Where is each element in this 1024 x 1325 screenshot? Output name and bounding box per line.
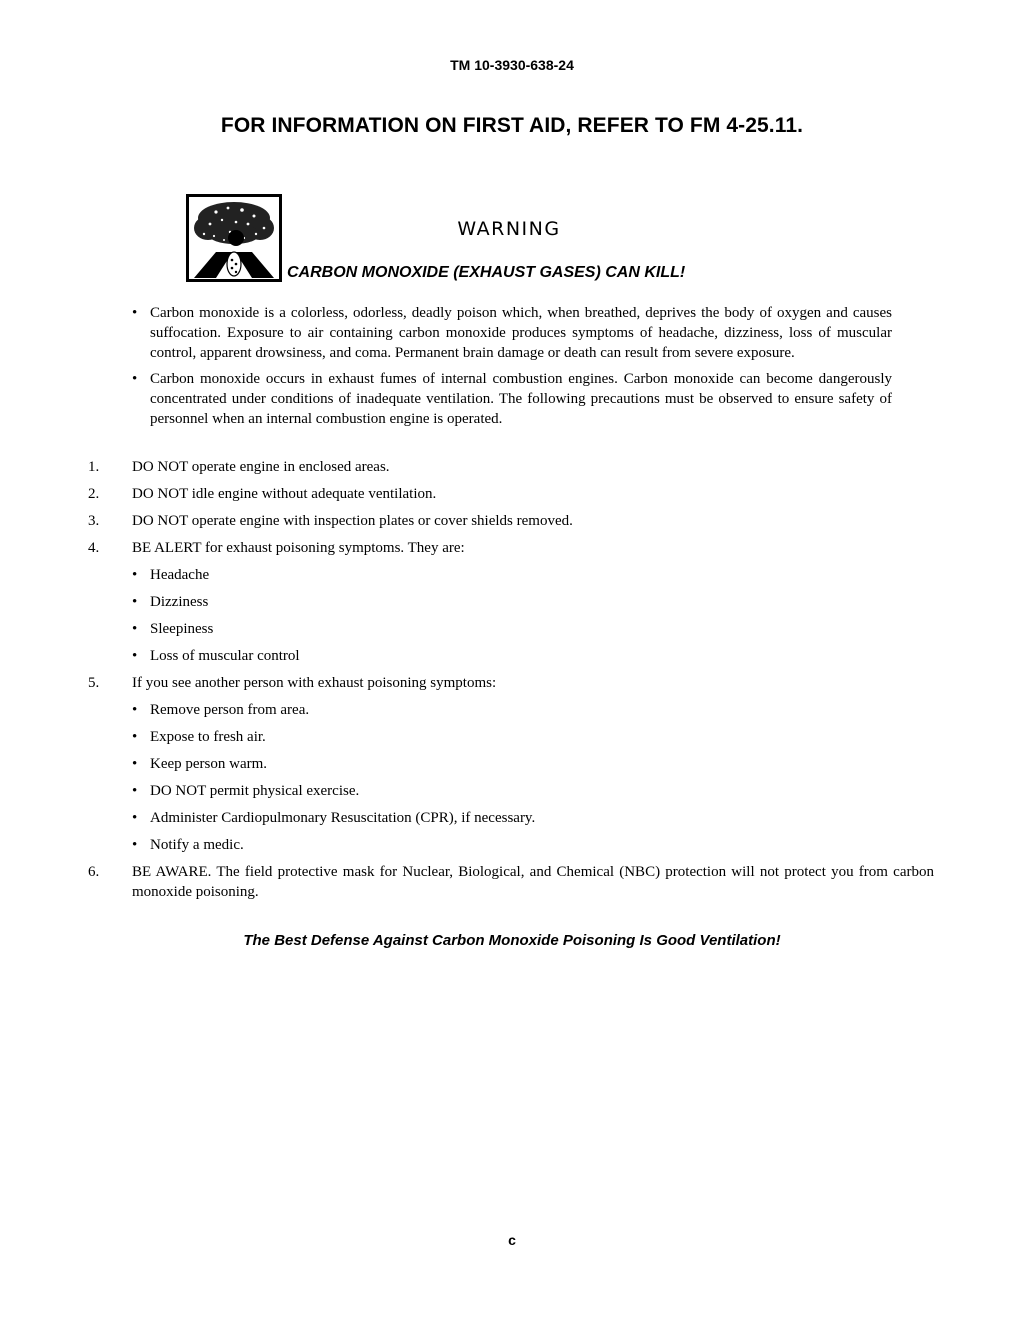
step-number: 1.: [88, 459, 100, 475]
sub-item: [88, 592, 934, 612]
precaution-steps: [88, 457, 934, 909]
sub-item: [88, 619, 934, 639]
bullet-icon: •: [132, 702, 138, 718]
bullet-icon: •: [132, 729, 138, 745]
bullet-icon: •: [132, 756, 138, 772]
step-item: [88, 484, 934, 504]
sub-item: [88, 700, 934, 720]
step-number: 4.: [88, 540, 100, 556]
bullet-icon: •: [132, 305, 138, 321]
step-number: 3.: [88, 513, 100, 529]
bullet-icon: •: [132, 621, 138, 637]
bullet-icon: •: [132, 810, 138, 826]
bullet-icon: •: [132, 371, 138, 387]
bullet-text: Carbon monoxide occurs in exhaust fumes of internal combustion engines. Carbon monoxide can become dangerously concentrated under conditions of inadequate ventilation. The following precautions must be observed to ensure safety of personnel when an internal combustion engine is operated.: [150, 371, 892, 427]
sub-item: [88, 754, 934, 774]
step-item: [88, 511, 934, 531]
sub-text: Sleepiness: [150, 621, 214, 637]
step-number: 2.: [88, 486, 100, 502]
bullet-text: Carbon monoxide is a colorless, odorless, deadly poison which, when breathed, deprives the body of oxygen and causes suffocation. Exposure to air containing carbon monoxide produces symptoms of headache, dizziness, loss of muscular control, apparent drowsiness, and coma. Permanent brain damage or death can result from severe exposure.: [150, 305, 892, 361]
step-item: [88, 457, 934, 477]
sub-item: [88, 808, 934, 828]
first-aid-heading: FOR INFORMATION ON FIRST AID, REFER TO FM 4-25.11.: [220, 114, 804, 137]
bullet-icon: •: [132, 783, 138, 799]
step-text: DO NOT idle engine without adequate ventilation.: [132, 486, 437, 502]
sub-text: Dizziness: [150, 594, 209, 610]
step-text: DO NOT operate engine in enclosed areas.: [132, 459, 390, 475]
step-number: 5.: [88, 675, 100, 691]
sub-item: [88, 835, 934, 855]
page-id: c: [508, 1232, 516, 1248]
sub-item: [88, 565, 934, 585]
list-item: [132, 369, 892, 429]
bullet-icon: •: [132, 567, 138, 583]
step-item: [88, 673, 934, 693]
warning-title: WARNING: [457, 218, 561, 240]
sub-text: Headache: [150, 567, 210, 583]
step-text: BE ALERT for exhaust poisoning symptoms. They are:: [132, 540, 465, 556]
warning-bullets: [132, 303, 892, 435]
step-text: If you see another person with exhaust poisoning symptoms:: [132, 675, 497, 691]
sub-text: Expose to fresh air.: [150, 729, 266, 745]
step-text: BE AWARE. The field protective mask for Nuclear, Biological, and Chemical (NBC) protection will not protect you from carbon monoxide poisoning.: [132, 864, 934, 900]
list-item: [132, 303, 892, 363]
sub-item: [88, 781, 934, 801]
step-number: 6.: [88, 864, 100, 880]
footer-note: The Best Defense Against Carbon Monoxide Poisoning Is Good Ventilation!: [243, 932, 781, 949]
doc-number: TM 10-3930-638-24: [450, 57, 574, 73]
sub-text: Keep person warm.: [150, 756, 268, 772]
sub-text: Remove person from area.: [150, 702, 310, 718]
step-item: [88, 538, 934, 558]
sub-text: DO NOT permit physical exercise.: [150, 783, 360, 799]
bullet-icon: •: [132, 648, 138, 664]
step-item: [88, 862, 934, 902]
warning-subtitle: CARBON MONOXIDE (EXHAUST GASES) CAN KILL!: [287, 264, 686, 281]
sub-text: Administer Cardiopulmonary Resuscitation (CPR), if necessary.: [150, 810, 536, 826]
step-text: DO NOT operate engine with inspection plates or cover shields removed.: [132, 513, 573, 529]
sub-text: Notify a medic.: [150, 837, 244, 853]
sub-item: [88, 727, 934, 747]
sub-text: Loss of muscular control: [150, 648, 300, 664]
bullet-icon: •: [132, 594, 138, 610]
sub-item: [88, 646, 934, 666]
bullet-icon: •: [132, 837, 138, 853]
